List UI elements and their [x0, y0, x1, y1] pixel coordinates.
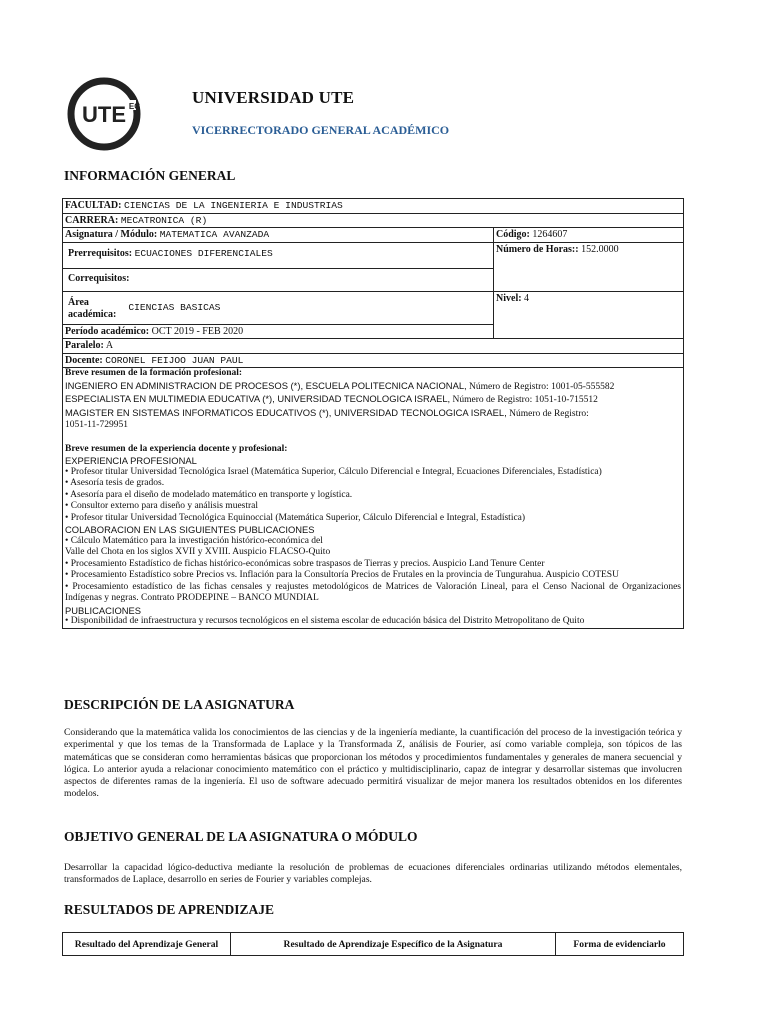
results-header-specific: Resultado de Aprendizaje Específico de la Asignatura [231, 933, 556, 956]
section-title-description: DESCRIPCIÓN DE LA ASIGNATURA [64, 697, 295, 712]
section-title-objective: OBJETIVO GENERAL DE LA ASIGNATURA O MÓDULO [64, 829, 418, 844]
formacion-item-1-rest: Número de Registro: 1001-05-555582 [466, 381, 615, 392]
paralelo-value: A [105, 340, 114, 351]
section-title-results: RESULTADOS DE APRENDIZAJE [64, 902, 275, 917]
area-label-line1: Área [68, 297, 89, 308]
formacion-item-1-caps: INGENIERO EN ADMINISTRACION DE PROCESOS (*), ESCUELA POLITECNICA NACIONAL, [65, 379, 467, 391]
results-table [62, 932, 684, 956]
colaboracion-list [65, 536, 681, 605]
section-title-info: INFORMACIÓN GENERAL [64, 168, 236, 183]
nivel-label: Nivel: [496, 292, 522, 304]
results-header-evidence: Forma de evidenciarlo [556, 933, 684, 956]
vicerrectorado-title: VICERRECTORADO GENERAL ACADÉMICO [192, 123, 450, 137]
colaboracion-item: • Procesamiento Estadístico de fichas histórico-económicas sobre traspasos de Tierras y precios. Auspicio Land Tenure Center [65, 558, 545, 569]
experiencia-list [65, 467, 681, 525]
colaboracion-item: • Procesamiento Estadístico sobre Precios vs. Inflación para la Consultoría Precios de Frutales en la provincia de Tungurahua. Auspicio COTESU [65, 570, 619, 580]
formacion-title: Breve resumen de la formación profesional: [65, 368, 243, 378]
formacion-item-2-caps: ESPECIALISTA EN MULTIMEDIA EDUCATIVA (*), UNIVERSIDAD TECNOLOGICA ISRAEL, [65, 393, 451, 404]
results-header-general: Resultado del Aprendizaje General [63, 933, 231, 956]
formacion-item-2-rest: Número de Registro: 1051-10-715512 [450, 395, 598, 405]
formacion-item-3-caps: MAGISTER EN SISTEMAS INFORMATICOS EDUCATIVOS (*), UNIVERSIDAD TECNOLOGICA ISRAEL, [65, 406, 507, 418]
docente-bio [63, 368, 684, 629]
facultad-label: FACULTAD: [65, 200, 122, 211]
docente-row [63, 353, 684, 368]
results-header-row [63, 933, 684, 956]
formacion-item-3-cont: 1051-11-729951 [65, 420, 128, 430]
correquisitos-label: Correquisitos: [68, 272, 130, 284]
bio-row [63, 368, 684, 629]
formacion-item-3-rest: Número de Registro: [506, 408, 589, 419]
experiencia-title: Breve resumen de la experiencia docente y profesional: [65, 443, 288, 454]
carrera-row [63, 213, 684, 228]
prerrequisitos-value: ECUACIONES DIFERENCIALES [134, 247, 273, 259]
docente-value: CORONEL FEIJOO JUAN PAUL [105, 354, 244, 366]
horas-label: Número de Horas:: [496, 243, 579, 255]
docente-label: Docente: [65, 354, 103, 366]
codigo-label: Código: [496, 229, 530, 240]
ute-logo [66, 76, 142, 152]
experiencia-item: • Consultor externo para diseño y análisis muestral [65, 501, 259, 511]
horas-value: 152.0000 [581, 243, 619, 255]
colaboracion-item: • Cálculo Matemático para la investigación histórico-económica del [65, 535, 323, 546]
facultad-row [63, 199, 684, 214]
area-value: CIENCIAS BASICAS [128, 301, 221, 313]
colaboracion-header: COLABORACION EN LAS SIGUIENTES PUBLICACIONES [65, 524, 315, 535]
experiencia-item: • Profesor titular Universidad Tecnológica Israel (Matemática Superior, Cálculo Diferencial e Integral, Ecuaciones Diferenciales, Estadística) [65, 466, 602, 477]
experiencia-header: EXPERIENCIA PROFESIONAL [65, 455, 197, 466]
carrera-label: CARRERA: [65, 214, 119, 226]
colaboracion-item: Valle del Chota en los siglos XVII y XVIII. Auspicio FLACSO-Quito [65, 547, 331, 557]
logo-text: UTE [82, 102, 126, 127]
facultad-value: CIENCIAS DE LA INGENIERIA E INDUSTRIAS [123, 200, 343, 211]
carrera-value: MECATRONICA (R) [120, 214, 208, 226]
publicaciones-list [65, 616, 681, 628]
area-row [63, 291, 684, 324]
asignatura-label: Asignatura / Módulo: [65, 229, 158, 240]
nivel-value: 4 [524, 292, 530, 304]
paralelo-label: Paralelo: [65, 340, 104, 351]
general-info-table [62, 198, 684, 629]
periodo-value: OCT 2019 - FEB 2020 [151, 325, 244, 337]
paralelo-row [63, 339, 684, 354]
description-text: Considerando que la matemática valida los conocimientos de las ciencias y de la ingeniería mediante, la cuantificación del proceso de la investigación teórica y experimental y que los temas de la Transformada de Laplace y la Transformada Z, análisis de Fourier, así como variable compleja, son tópicos de las matemáticas que se consideran como herramientas básicas que proporcionan los métodos y procedimientos fundamentales y generales de manera secuencial y lógica. Lo anterior ayuda a relacionar conocimiento matemático con el práctico y multidisciplinario, capaz de integrar y desarrollar sistemas que involucren aspectos de diferentes ramas de la ingeniería. El uso de software adecuado permitirá visualizar de mejor manera los resultados obtenidos en los diferentes modelos. [64, 727, 682, 800]
codigo-value: 1264607 [532, 229, 568, 240]
area-label-line2: académica: [68, 309, 117, 320]
prerrequisitos-row [63, 242, 684, 268]
experiencia-item: • Asesoría para el diseño de modelado matemático en transporte y logística. [65, 489, 353, 500]
asignatura-row [63, 228, 684, 243]
publicacion-item: • Disponibilidad de infraestructura y recursos tecnológicos en el sistema escolar de educación básica del Distrito Metropolitano de Quito [65, 616, 585, 626]
experiencia-item: • Profesor titular Universidad Tecnológica Equinoccial (Matemática Superior, Cálculo Diferencial e Integral, Estadística) [65, 512, 526, 523]
prerrequisitos-label: Prerrequisitos: [68, 247, 133, 259]
publicaciones-header: PUBLICACIONES [65, 604, 142, 616]
periodo-label: Período académico: [65, 325, 150, 337]
colaboracion-item: • Procesamiento estadístico de las fichas censales y reajustes metodológicos de Matrices de Valoración Lineal, para el Censo Nacional de Organizaciones Indígenas y negras. Contrato PRODEPINE – BANCO MUNDIAL [65, 581, 682, 603]
logo-suffix: EC [128, 102, 140, 111]
objective-text: Desarrollar la capacidad lógico-deductiva mediante la resolución de problemas de ecuaciones diferenciales ordinarias utilizando métodos elementales, transformados de Laplace, desarrollo en series de Fourier y variables complejas. [64, 862, 682, 886]
experiencia-item: • Asesoría tesis de grados. [65, 478, 165, 488]
asignatura-value: MATEMATICA AVANZADA [159, 229, 270, 240]
university-name: UNIVERSIDAD UTE [192, 88, 355, 107]
